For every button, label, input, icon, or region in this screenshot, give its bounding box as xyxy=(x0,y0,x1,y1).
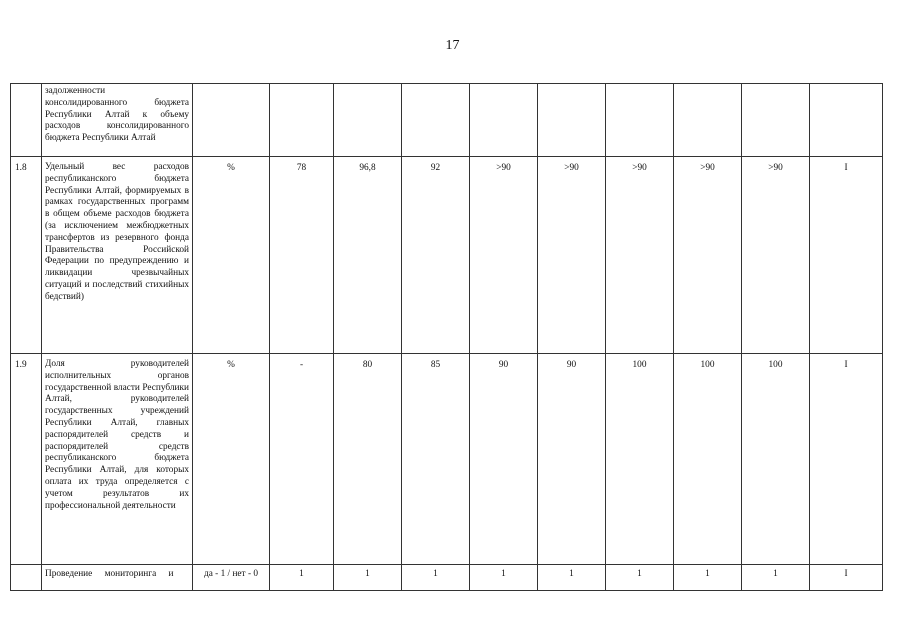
table-row xyxy=(11,157,883,354)
row-index: 1.9 xyxy=(11,354,42,565)
value-cell: - xyxy=(270,354,334,565)
value-cell xyxy=(470,84,538,157)
value-cell: 85 xyxy=(402,354,470,565)
value-cell: I xyxy=(810,565,883,591)
indicator-description: Доля руководителей исполнительных органов государственной власти Республики Алтай, руководителей государственных учреждений Республики Алтай, главных распорядителей средств и распорядителей средств республиканского бюджета Республики Алтай, для которых оплата их труда определяется с учетом результатов их профессиональной деятельности xyxy=(42,354,193,565)
value-cell xyxy=(538,84,606,157)
value-cell xyxy=(742,84,810,157)
value-cell xyxy=(674,84,742,157)
table-row xyxy=(11,84,883,157)
table-row xyxy=(11,354,883,565)
value-cell: 1 xyxy=(470,565,538,591)
indicator-description: Проведение мониторинга и xyxy=(42,565,193,591)
value-cell: 96,8 xyxy=(334,157,402,354)
table-row xyxy=(11,565,883,591)
value-cell xyxy=(810,84,883,157)
value-cell: 92 xyxy=(402,157,470,354)
value-cell: I xyxy=(810,157,883,354)
value-cell: >90 xyxy=(606,157,674,354)
unit-cell: % xyxy=(193,157,270,354)
indicators-table xyxy=(10,83,883,591)
value-cell xyxy=(402,84,470,157)
value-cell: 100 xyxy=(742,354,810,565)
value-cell: 100 xyxy=(674,354,742,565)
value-cell: >90 xyxy=(674,157,742,354)
value-cell xyxy=(334,84,402,157)
page-number: 17 xyxy=(445,38,460,53)
value-cell: I xyxy=(810,354,883,565)
value-cell xyxy=(606,84,674,157)
unit-cell xyxy=(193,84,270,157)
indicator-description: Удельный вес расходов республиканского бюджета Республики Алтай, формируемых в рамках государственных программ в общем объеме расходов бюджета (за исключением межбюджетных трансфертов из резервного фонда Правительства Российской Федерации по предупреждению и ликвидации чрезвычайных ситуаций и последствий стихийных бедствий) xyxy=(42,157,193,354)
value-cell: >90 xyxy=(538,157,606,354)
row-index xyxy=(11,84,42,157)
value-cell: >90 xyxy=(742,157,810,354)
unit-cell: % xyxy=(193,354,270,565)
row-index: 1.8 xyxy=(11,157,42,354)
value-cell: 1 xyxy=(606,565,674,591)
value-cell: >90 xyxy=(470,157,538,354)
value-cell: 1 xyxy=(270,565,334,591)
value-cell: 90 xyxy=(538,354,606,565)
value-cell: 1 xyxy=(742,565,810,591)
indicator-description: задолженности консолидированного бюджета Республики Алтай к объему расходов консолидированного бюджета Республики Алтай xyxy=(42,84,193,157)
value-cell: 90 xyxy=(470,354,538,565)
value-cell: 80 xyxy=(334,354,402,565)
value-cell: 1 xyxy=(334,565,402,591)
value-cell: 78 xyxy=(270,157,334,354)
value-cell: 1 xyxy=(402,565,470,591)
value-cell: 1 xyxy=(674,565,742,591)
value-cell: 1 xyxy=(538,565,606,591)
row-index xyxy=(11,565,42,591)
value-cell: 100 xyxy=(606,354,674,565)
unit-cell: да - 1 / нет - 0 xyxy=(193,565,270,591)
value-cell xyxy=(270,84,334,157)
